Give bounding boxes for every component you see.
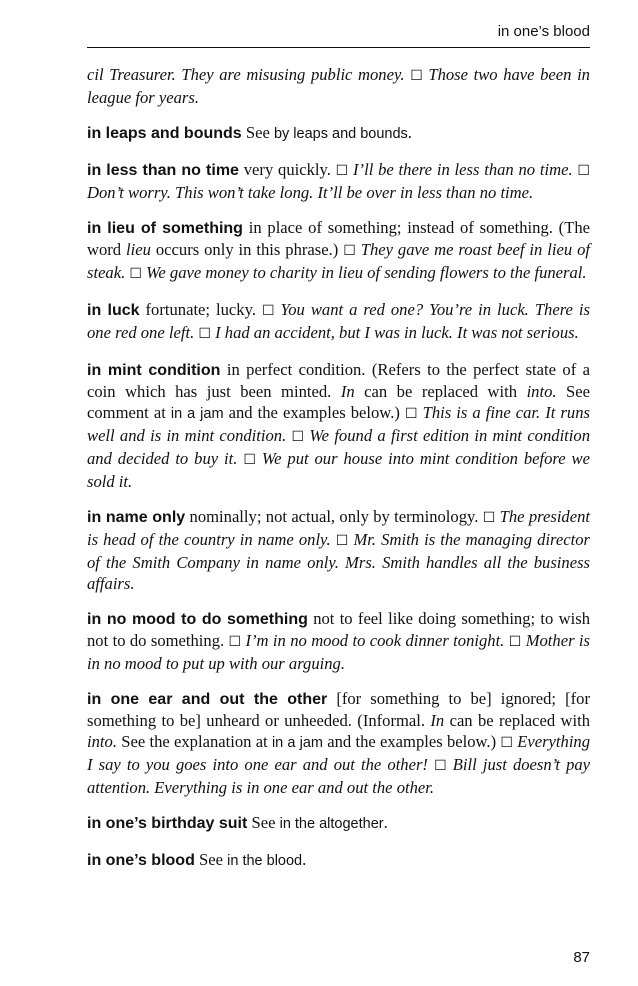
example-text: Bill just doesn’t pay attention. Everything is in one ear and out the other. bbox=[87, 755, 591, 797]
entry-in-less-than-no-time bbox=[87, 159, 590, 203]
cross-reference: in the blood bbox=[227, 853, 303, 869]
entry-headword: in leaps and bounds bbox=[87, 125, 242, 142]
example-text: You want a red one? You’re in luck. There is one red one left. bbox=[87, 300, 590, 342]
example-marker: ☐ bbox=[129, 267, 142, 282]
definition: in place of something; instead of something. (The word bbox=[87, 218, 590, 259]
example-marker: ☐ bbox=[482, 511, 496, 526]
definition-term: into. bbox=[87, 732, 117, 751]
example-marker: ☐ bbox=[261, 304, 275, 319]
see-label: See bbox=[251, 813, 276, 832]
definition: See comment at bbox=[87, 382, 591, 422]
definition: can be replaced with bbox=[449, 711, 590, 730]
example-text: Mother is in no mood to put up with our arguing. bbox=[87, 631, 590, 673]
page-body bbox=[87, 64, 590, 886]
example-text: We found a first edition in mint condition and decided to buy it. bbox=[87, 426, 590, 468]
example-text: We put our house into mint condition before we sold it. bbox=[87, 449, 590, 491]
definition-term: In bbox=[430, 711, 445, 730]
example-text: The president is head of the country in name only. bbox=[87, 507, 590, 549]
example-marker: ☐ bbox=[508, 635, 522, 650]
see-label: See bbox=[199, 850, 223, 869]
definition: fortunate; lucky. bbox=[145, 300, 256, 319]
running-head: in one’s blood bbox=[497, 23, 590, 40]
example-marker: ☐ bbox=[335, 164, 349, 179]
entry-in-luck bbox=[87, 299, 590, 345]
entry-headword: in mint condition bbox=[87, 362, 221, 379]
entry-in-ones-blood bbox=[87, 849, 590, 872]
definition-term: In bbox=[340, 382, 355, 401]
example-marker: ☐ bbox=[198, 327, 211, 342]
example-text: Everything I say to you goes into one ear and out the other! bbox=[87, 732, 591, 774]
definition: and the examples below.) bbox=[228, 403, 400, 422]
cross-reference: in a jam bbox=[170, 406, 224, 422]
entry-in-name-only bbox=[87, 506, 590, 594]
definition: See the explanation at bbox=[121, 732, 268, 751]
punctuation: . bbox=[383, 813, 388, 832]
cross-reference: in a jam bbox=[271, 735, 323, 751]
definition: nominally; not actual, only by terminology. bbox=[189, 507, 479, 526]
cross-reference: by leaps and bounds bbox=[273, 126, 408, 142]
example-text: Mr. Smith is the managing director of the Smith Company in name only. Mrs. Smith handles all the business affairs. bbox=[87, 530, 590, 593]
example-marker: ☐ bbox=[335, 534, 349, 549]
definition: not to feel like doing something; to wish not to do something. bbox=[87, 609, 590, 650]
definition: [for something to be] ignored; [for something to be] unheard or unheeded. (Informal. bbox=[87, 689, 590, 730]
cross-reference: in the altogether bbox=[279, 816, 384, 832]
example-marker: ☐ bbox=[410, 69, 423, 84]
see-label: See bbox=[245, 123, 270, 142]
example-text: Those two have been in league for years. bbox=[87, 65, 590, 107]
example-marker: ☐ bbox=[343, 244, 356, 259]
entry-in-ones-birthday-suit bbox=[87, 812, 590, 835]
example-marker: ☐ bbox=[404, 407, 418, 422]
example-text: Don’t worry. This won’t take long. It’ll be over in less than no time. bbox=[87, 183, 534, 202]
example-marker: ☐ bbox=[577, 164, 590, 179]
punctuation: . bbox=[302, 850, 307, 869]
definition-term: into. bbox=[526, 382, 557, 401]
entry-headword: in one’s blood bbox=[87, 852, 195, 869]
definition: in perfect condition. (Refers to the perfect state of a coin which has just been minted. bbox=[87, 360, 590, 401]
entry-headword: in one ear and out the other bbox=[87, 691, 328, 708]
example-marker: ☐ bbox=[291, 430, 305, 445]
entry-headword: in lieu of something bbox=[87, 220, 243, 237]
example-marker: ☐ bbox=[500, 736, 513, 751]
entry-headword: in less than no time bbox=[87, 162, 239, 179]
definition-term: lieu bbox=[126, 240, 151, 259]
entry-in-no-mood-to-do-something bbox=[87, 608, 590, 674]
example-text: We gave money to charity in lieu of sending flowers to the funeral. bbox=[146, 263, 587, 282]
example-text: I had an accident, but I was in luck. It was not serious. bbox=[215, 323, 579, 342]
example-text: I’ll be there in less than no time. bbox=[353, 160, 573, 179]
example-text: This is a fine car. It runs well and is in mint condition. bbox=[87, 403, 590, 445]
definition: can be replaced with bbox=[364, 382, 518, 401]
continued-entry bbox=[87, 64, 590, 108]
definition: occurs only in this phrase.) bbox=[155, 240, 339, 259]
entry-headword: in no mood to do something bbox=[87, 611, 308, 628]
example-text: cil Treasurer. They are misusing public money. bbox=[87, 65, 405, 84]
header-rule bbox=[87, 47, 590, 48]
entry-headword: in luck bbox=[87, 302, 140, 319]
punctuation: . bbox=[407, 123, 412, 142]
example-text: I’m in no mood to cook dinner tonight. bbox=[245, 631, 505, 650]
entry-in-mint-condition bbox=[87, 359, 590, 492]
definition: very quickly. bbox=[243, 160, 331, 179]
definition: and the examples below.) bbox=[327, 732, 497, 751]
entry-headword: in one’s birthday suit bbox=[87, 815, 248, 832]
entry-headword: in name only bbox=[87, 509, 186, 526]
entry-in-leaps-and-bounds bbox=[87, 122, 590, 145]
entry-in-one-ear-and-out-the-other bbox=[87, 688, 590, 798]
example-marker: ☐ bbox=[434, 759, 447, 774]
page-number: 87 bbox=[573, 949, 590, 966]
entry-in-lieu-of-something bbox=[87, 217, 590, 285]
example-text: They gave me roast beef in lieu of steak. bbox=[87, 240, 590, 282]
example-marker: ☐ bbox=[228, 635, 242, 650]
example-marker: ☐ bbox=[243, 453, 256, 468]
